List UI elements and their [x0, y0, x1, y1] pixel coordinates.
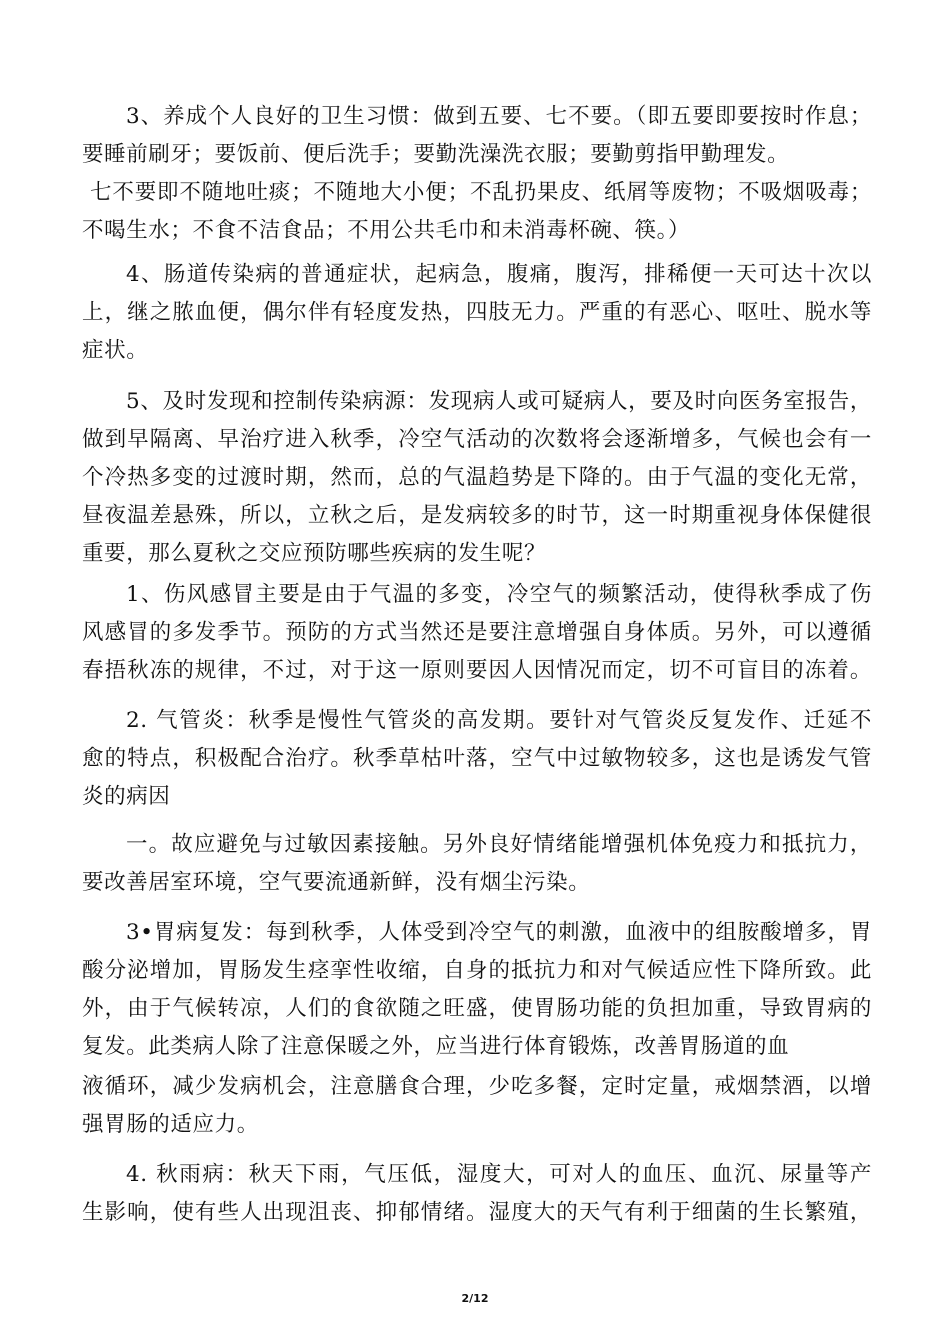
text-line: 春捂秋冻的规律，不过，对于这一原则要因人因情况而定，切不可盲目的冻着。: [82, 658, 872, 683]
paragraph-intestinal-symptoms: [82, 256, 872, 370]
text-line: 要改善居室环境，空气要流通新鲜，没有烟尘污染。: [82, 870, 591, 895]
text-line: 4、肠道传染病的普通症状，起病急，腹痛，腹泻，排稀便一天可达十次以: [126, 262, 872, 287]
text-line: 酸分泌增加，胃肠发生痉挛性收缩，自身的抵抗力和对气候适应性下降所致。此: [82, 958, 872, 983]
text-line: 5、及时发现和控制传染病源：发现病人或可疑病人，要及时向医务室报告，: [126, 389, 872, 414]
paragraph-autumn-rain: [82, 1156, 872, 1232]
text-line: 强胃肠的适应力。: [82, 1112, 259, 1137]
text-line: 外，由于气候转凉，人们的食欲随之旺盛，使胃肠功能的负担加重，导致胃病的: [82, 996, 872, 1021]
text-line: 3•胃病复发：每到秋季，人体受到冷空气的刺激，血液中的组胺酸增多，胃: [126, 920, 872, 945]
text-line: 昼夜温差悬殊，所以，立秋之后，是发病较多的时节，这一时期重视身体保健很: [82, 503, 872, 528]
text-line: 愈的特点，积极配合治疗。秋季草枯叶落，空气中过敏物较多，这也是诱发气管: [82, 746, 872, 771]
text-line: 风感冒的多发季节。预防的方式当然还是要注意增强自身体质。另外，可以遵循: [82, 620, 872, 645]
text-line: 复发。此类病人除了注意保暖之外，应当进行体育锻炼，改善胃肠道的血: [82, 1034, 790, 1059]
paragraph-hygiene-habits: [82, 98, 872, 250]
page-number: 2/12: [461, 1292, 489, 1305]
text-line: 一。故应避免与过敏因素接触。另外良好情绪能增强机体免疫力和抵抗力，: [126, 832, 872, 857]
text-line: 2. 气管炎：秋季是慢性气管炎的高发期。要针对气管炎反复发作、迁延不: [126, 708, 872, 733]
text-line: 不喝生水；不食不洁食品；不用公共毛巾和未消毒杯碗、筷。）: [82, 218, 691, 243]
paragraph-infection-source: [82, 383, 872, 573]
text-line: 1、伤风感冒主要是由于气温的多变，冷空气的频繁活动，使得秋季成了伤: [126, 582, 872, 607]
text-line: 生影响，使有些人出现沮丧、抑郁情绪。湿度大的天气有利于细菌的生长繁殖，: [82, 1200, 872, 1225]
paragraph-bronchitis: [82, 702, 872, 816]
text-line: 上，继之脓血便，偶尔伴有轻度发热，四肢无力。严重的有恶心、呕吐、脱水等: [82, 300, 872, 325]
text-line: 4. 秋雨病：秋天下雨，气压低，湿度大，可对人的血压、血沉、尿量等产: [126, 1162, 872, 1187]
paragraph-blood-circulation: [82, 1068, 872, 1144]
paragraph-stomach-disease: [82, 914, 872, 1066]
paragraph-avoid-allergens: [82, 826, 872, 902]
text-line: 要睡前刷牙；要饭前、便后洗手；要勤洗澡洗衣服；要勤剪指甲勤理发。: [82, 142, 790, 167]
text-line: 3、养成个人良好的卫生习惯：做到五要、七不要。（即五要即要按时作息；: [126, 104, 872, 129]
paragraph-common-cold: [82, 576, 872, 690]
text-line: 炎的病因: [82, 784, 171, 809]
text-line: 做到早隔离、早治疗进入秋季，冷空气活动的次数将会逐渐增多，气候也会有一: [82, 427, 872, 452]
text-line: 重要，那么夏秋之交应预防哪些疾病的发生呢？: [82, 541, 547, 566]
text-line: 症状。: [82, 338, 149, 363]
text-line: 个冷热多变的过渡时期，然而，总的气温趋势是下降的。由于气温的变化无常，: [82, 465, 872, 490]
text-line: 七不要即不随地吐痰；不随地大小便；不乱扔果皮、纸屑等废物；不吸烟吸毒；: [90, 180, 872, 205]
text-line: 液循环，减少发病机会，注意膳食合理，少吃多餐，定时定量，戒烟禁酒，以增: [82, 1074, 872, 1099]
